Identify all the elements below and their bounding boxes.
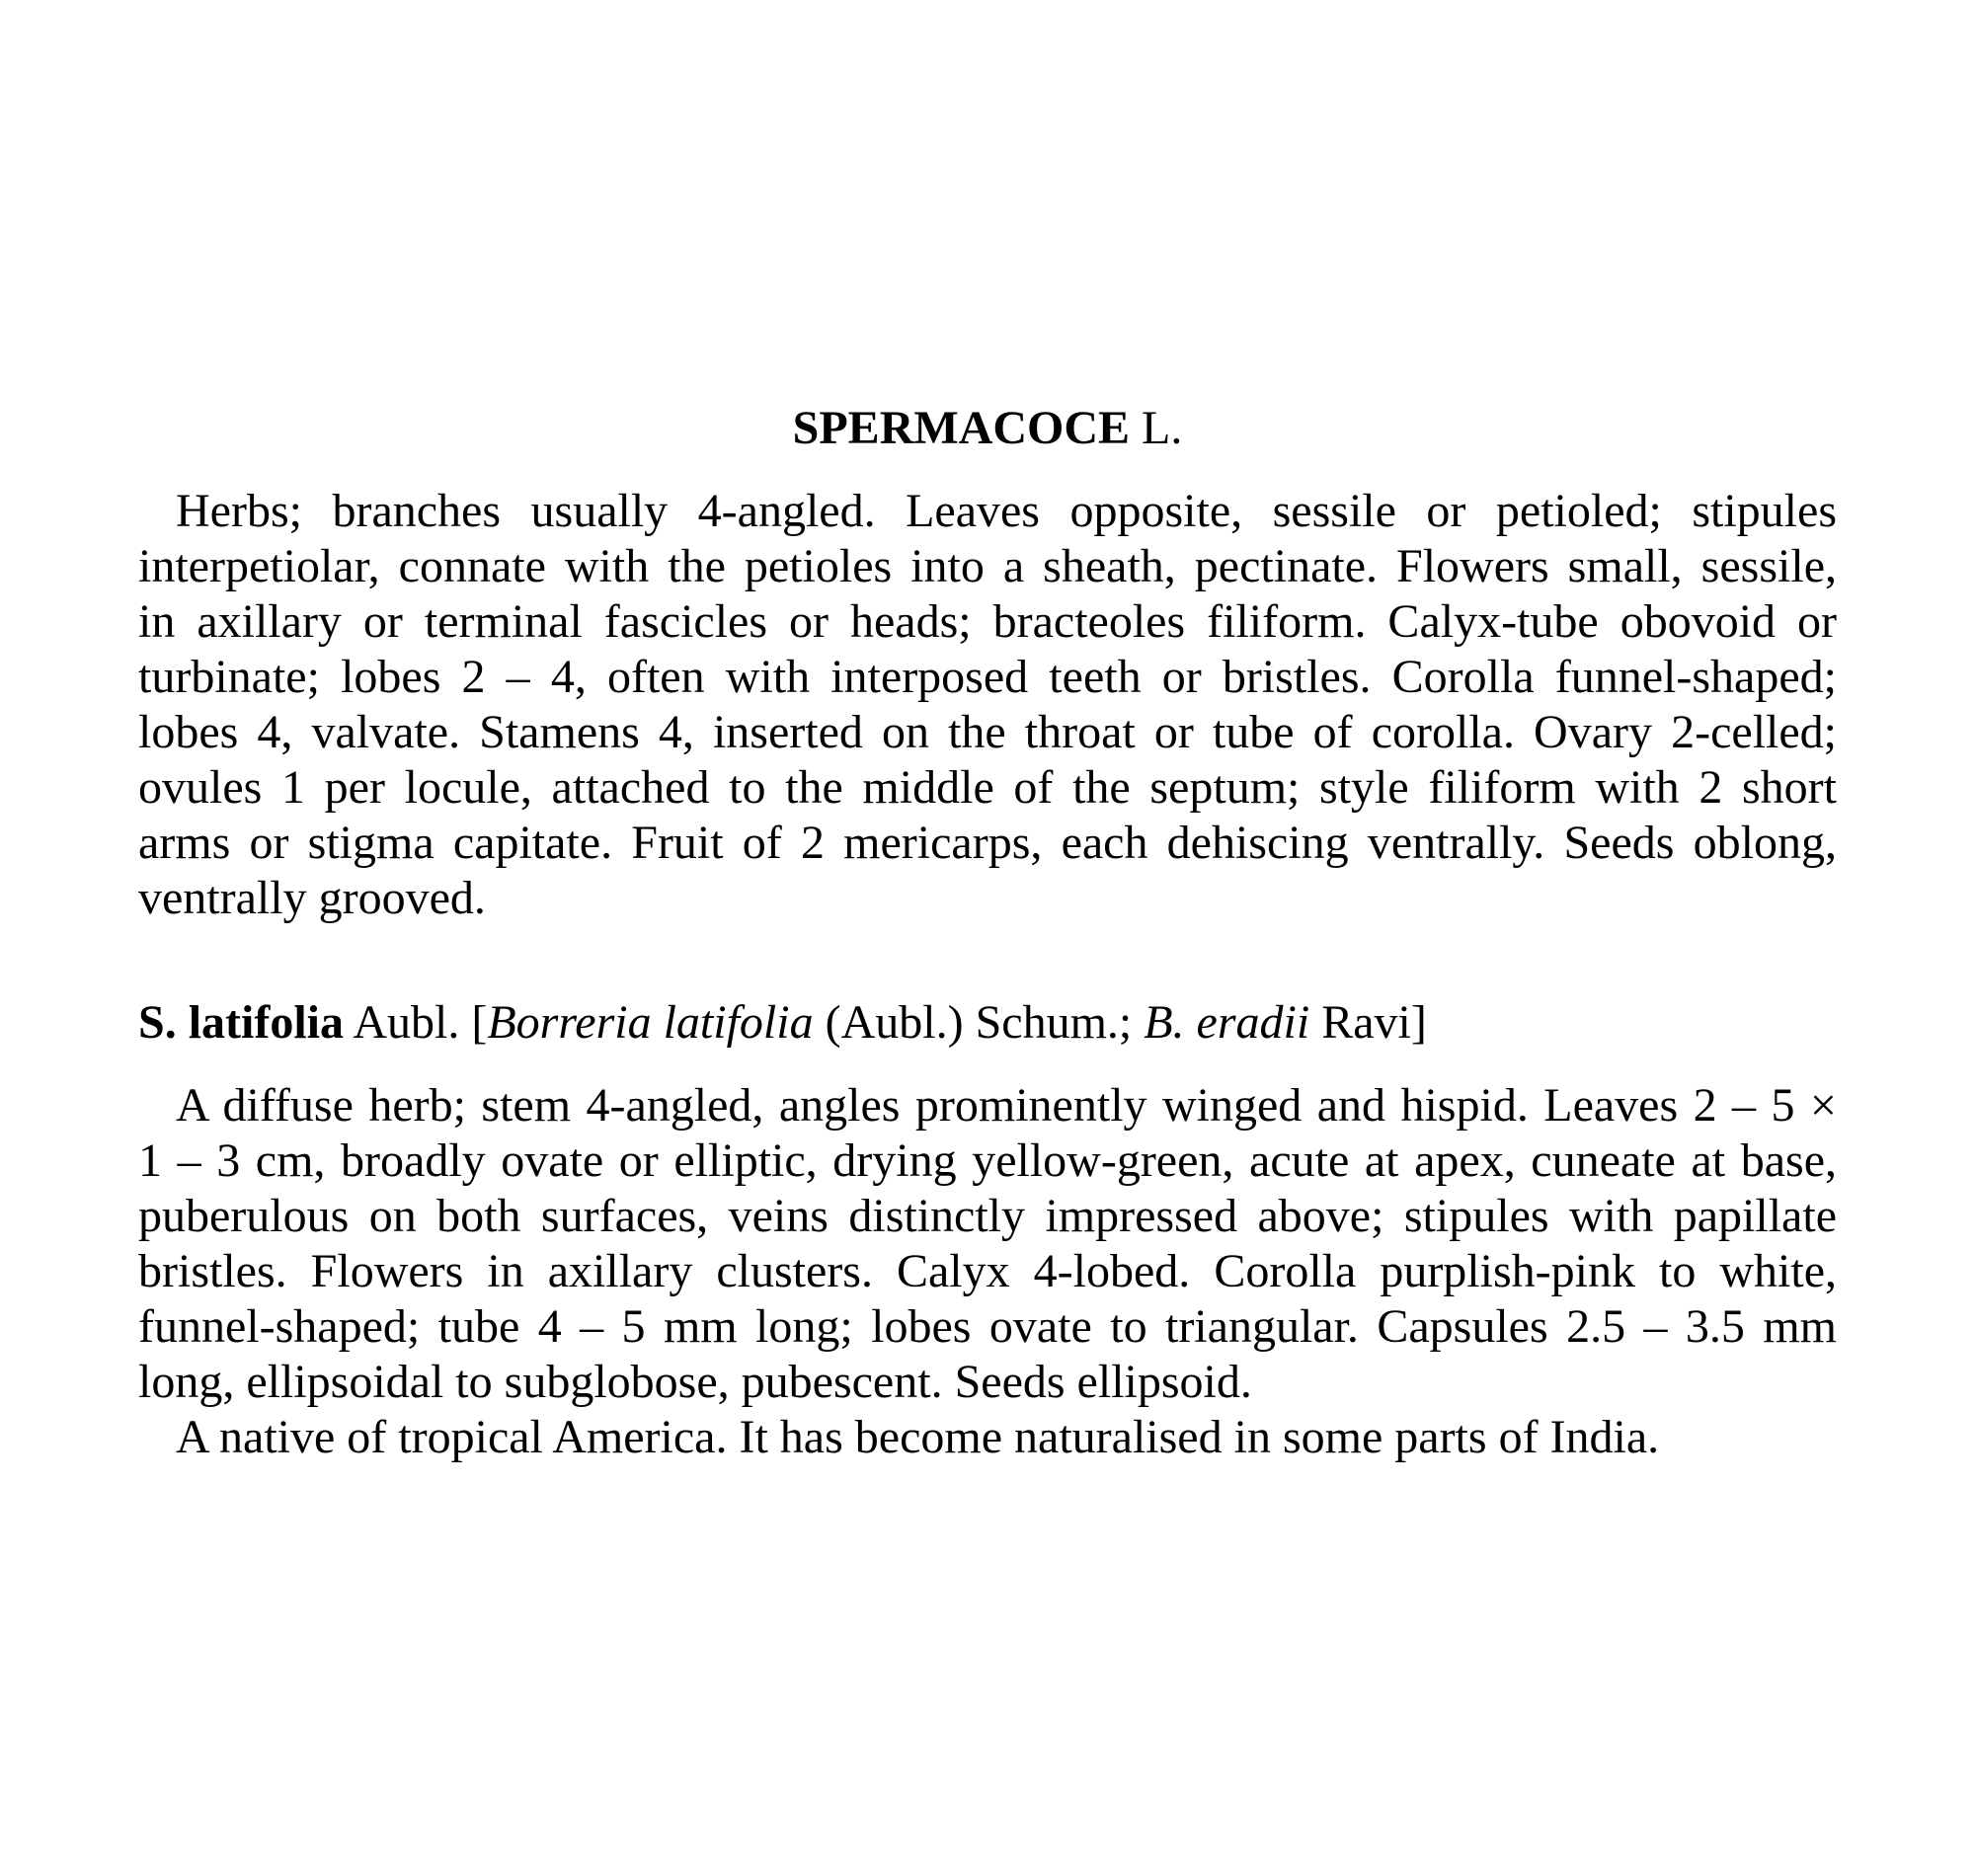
species-author-text: Aubl. [ — [344, 996, 488, 1049]
text-line: turbinate; lobes 2 – 4, often with interposed teeth or bristles. Corolla funnel-shaped; — [138, 651, 1837, 703]
species-description-paragraph — [138, 1078, 1837, 1410]
genus-description-paragraph — [138, 484, 1837, 926]
text-line: lobes 4, valvate. Stamens 4, inserted on the throat or tube of corolla. Ovary 2-celled; — [138, 706, 1837, 758]
text-line: long, ellipsoidal to subglobose, pubescent. Seeds ellipsoid. — [138, 1356, 1252, 1408]
genus-title — [138, 401, 1837, 456]
synonym-closing-text: Ravi] — [1309, 996, 1427, 1049]
text-line: ventrally grooved. — [138, 872, 486, 924]
genus-name: SPERMACOCE — [792, 402, 1130, 454]
species-heading — [138, 995, 1837, 1051]
text-line: A diffuse herb; stem 4-angled, angles prominently winged and hispid. Leaves 2 – 5 × — [176, 1079, 1837, 1132]
text-line: arms or stigma capitate. Fruit of 2 mericarps, each dehiscing ventrally. Seeds oblong, — [138, 817, 1837, 869]
text-line: 1 – 3 cm, broadly ovate or elliptic, drying yellow-green, acute at apex, cuneate at base, — [138, 1134, 1837, 1187]
synonym-name-2: B. eradii — [1144, 996, 1310, 1049]
text-line: Herbs; branches usually 4-angled. Leaves opposite, sessile or petioled; stipules — [176, 485, 1837, 537]
text-line: funnel-shaped; tube 4 – 5 mm long; lobes ovate to triangular. Capsules 2.5 – 3.5 mm — [138, 1300, 1837, 1353]
genus-author-abbreviation: L. — [1130, 402, 1183, 454]
species-name: S. latifolia — [138, 996, 345, 1049]
synonym-name-1: Borreria latifolia — [487, 996, 814, 1049]
text-line: interpetiolar, connate with the petioles into a sheath, pectinate. Flowers small, sessile, — [138, 540, 1837, 592]
text-line: bristles. Flowers in axillary clusters. Calyx 4-lobed. Corolla purplish-pink to white, — [138, 1245, 1837, 1297]
text-line: puberulous on both surfaces, veins distinctly impressed above; stipules with papillate — [138, 1190, 1837, 1242]
synonym-author-text: (Aubl.) Schum.; — [813, 996, 1145, 1049]
text-line: in axillary or terminal fascicles or heads; bracteoles filiform. Calyx-tube obovoid or — [138, 595, 1837, 648]
text-line: ovules 1 per locule, attached to the middle of the septum; style filiform with 2 short — [138, 761, 1837, 814]
distribution-note: A native of tropical America. It has become naturalised in some parts of India. — [176, 1411, 1660, 1463]
